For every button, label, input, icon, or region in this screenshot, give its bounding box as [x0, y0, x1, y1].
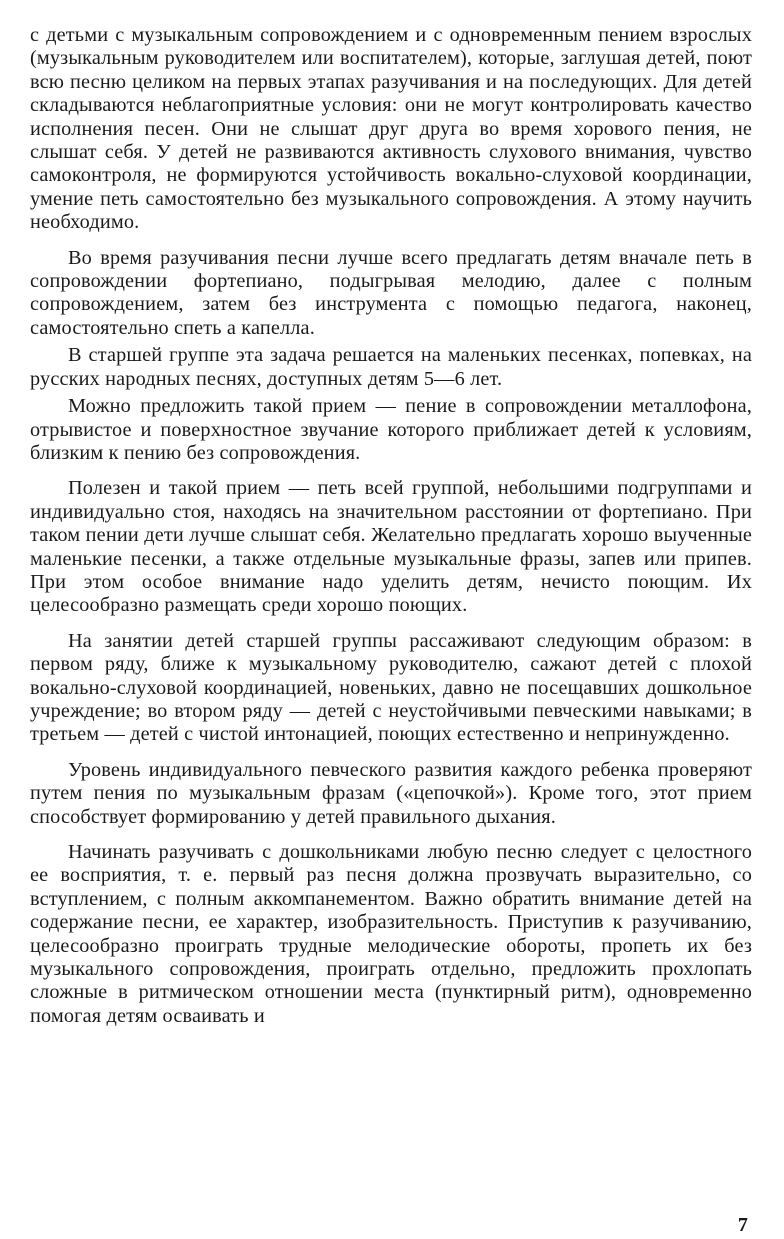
paragraph-4: Можно предложить такой прием — пение в сопровождении металлофона, отрывистое и поверхностное звучание которого приближает детей к условиям, близким к пению без сопровождения. — [30, 395, 752, 464]
paragraph-7: Уровень индивидуального певческого развития каждого ребенка проверяют путем пения по музыкальным фразам («цепочкой»). Кроме того, этот прием способствует формированию у детей правильного дыхания. — [30, 758, 752, 828]
paragraph-5: Полезен и такой прием — петь всей группой, небольшими подгруппами и индивидуально стоя, находясь на значительном расстоянии от фортепиано. При таком пении дети лучше слышат себя. Желательно предлагать хорошо выученные маленькие песенки, а также отдельные музыкальные фразы, запев или припев. При этом особое внимание надо уделить детям, нечисто поющим. Их целесообразно размещать среди хорошо поющих. — [30, 477, 752, 617]
paragraph-3: В старшей группе эта задача решается на маленьких песенках, попевках, на русских народных песнях, доступных детям 5—6 лет. — [30, 344, 752, 390]
paragraph-2: Во время разучивания песни лучше всего предлагать детям вначале петь в сопровождении фортепиано, подыгрывая мелодию, далее с полным сопровождением, затем без инструмента с помощью педагога, наконец, самостоятельно спеть а капелла. — [30, 246, 752, 339]
paragraph-1: с детьми с музыкальным сопровождением и с одновременным пением взрослых (музыкальным руководителем или воспитателем), которые, заглушая детей, поют всю песню целиком на первых этапах разучивания и на последующих. Для детей складываются неблагоприятные условия: они не могут контролировать качество исполнения песен. Они не слышат друг друга во время хорового пения, не слышат себя. У детей не развиваются активность слухового внимания, чувство самоконтроля, не формируются устойчивость вокально-слуховой координации, умение петь самостоятельно без музыкального сопровождения. А этому научить необходимо. — [30, 24, 752, 234]
paragraph-6: На занятии детей старшей группы рассаживают следующим образом: в первом ряду, ближе к музыкальному руководителю, сажают детей с плохой вокально-слуховой координацией, новеньких, давно не посещавших дошкольное учреждение; во втором ряду — детей с неустойчивыми певческими навыками; в третьем — детей с чистой интонацией, поющих естественно и непринужденно. — [30, 629, 752, 746]
paragraph-8: Начинать разучивать с дошкольниками любую песню следует с целостного ее восприятия, т. е. первый раз песня должна прозвучать выразительно, со вступлением, с полным аккомпанементом. Важно обратить внимание детей на содержание песни, ее характер, изобразительность. Приступив к разучиванию, целесообразно проиграть трудные мелодические обороты, пропеть их без музыкального сопровождения, проиграть отдельно, предложить прохлопать сложные в ритмическом отношении места (пунктирный ритм), одновременно помогая детям осваивать и — [30, 841, 752, 1027]
page-number: 7 — [737, 1214, 748, 1236]
book-page — [30, 24, 752, 1236]
